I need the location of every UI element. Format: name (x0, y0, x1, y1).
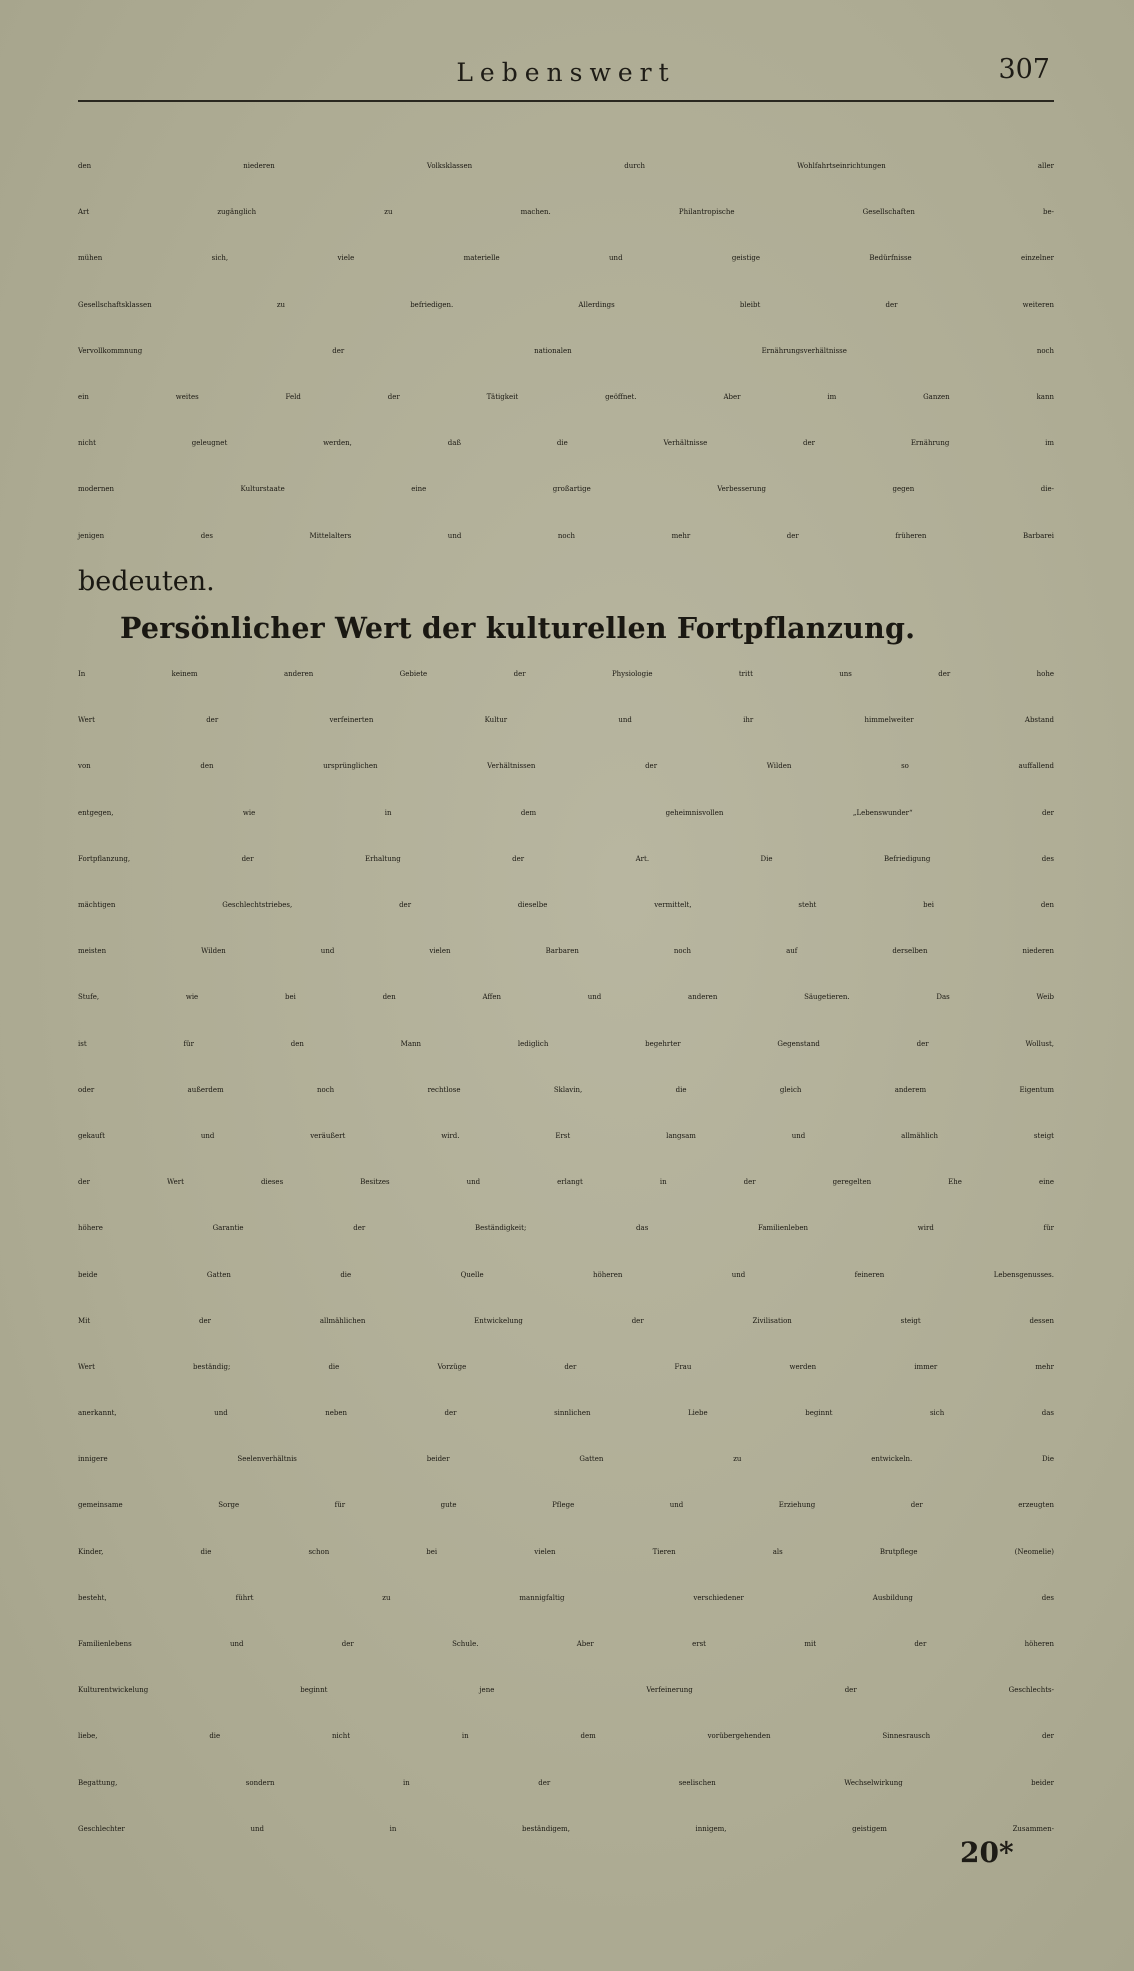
signature-mark: 20* (960, 1836, 1014, 1869)
text-line: liebe, die nicht in dem vorübergehenden Sinnesrausch der (78, 1732, 1054, 1741)
text-line: mächtigen Geschlechtstriebes, der dieselbe vermittelt, steht bei den (78, 901, 1054, 909)
body-text (78, 143, 1054, 1852)
text-line: anerkannt, und neben der sinnlichen Liebe beginnt sich das (78, 1409, 1054, 1418)
text-line: beide Gatten die Quelle höheren und feineren Lebensgenusses. (78, 1270, 1054, 1279)
text-line: oder außerdem noch rechtlose Sklavin, die gleich anderem Eigentum (78, 1085, 1054, 1094)
text-line: Wert beständig; die Vorzüge der Frau werden immer mehr (78, 1362, 1054, 1371)
text-line: Mit der allmählichen Entwickelung der Zivilisation steigt dessen (78, 1316, 1054, 1325)
text-line: den niederen Volksklassen durch Wohlfahrtseinrichtungen aller (78, 162, 1054, 170)
text-line: meisten Wilden und vielen Barbaren noch auf derselben niederen (78, 947, 1054, 956)
text-line: ein weites Feld der Tätigkeit geöffnet. Aber im Ganzen kann (78, 392, 1054, 401)
text-line: gekauft und veräußert wird. Erst langsam und allmählich steigt (78, 1131, 1054, 1140)
page-header (78, 54, 1054, 98)
section-heading: Persönlicher Wert der kulturellen Fortpflanzung. (120, 610, 916, 645)
text-line: Kinder, die schon bei vielen Tieren als Brutpflege (Neomelie) (78, 1547, 1054, 1556)
text-line: besteht, führt zu mannigfaltig verschiedener Ausbildung des (78, 1593, 1054, 1602)
text-line: Geschlechter und in beständigem, innigem, geistigem Zusammen- (78, 1824, 1054, 1833)
header-rule (78, 100, 1054, 102)
text-line: Fortpflanzung, der Erhaltung der Art. Die Befriedigung des (78, 854, 1054, 863)
page-number: 307 (998, 54, 1050, 85)
text-line: Art zugänglich zu machen. Philantropische Gesellschaften be- (78, 208, 1054, 217)
text-line: Familienlebens und der Schule. Aber erst mit der höheren (78, 1640, 1054, 1648)
text-line: Gesellschaftsklassen zu befriedigen. Allerdings bleibt der weiteren (78, 300, 1054, 309)
text-line: gemeinsame Sorge für gute Pflege und Erziehung der erzeugten (78, 1501, 1054, 1510)
running-head: Lebenswert (456, 58, 676, 87)
text-line: bedeuten. (78, 565, 215, 597)
text-line: mühen sich, viele materielle und geistige Bedürfnisse einzelner (78, 254, 1054, 263)
text-line: Stufe, wie bei den Affen und anderen Säugetieren. Das Weib (78, 993, 1054, 1002)
text-line: von den ursprünglichen Verhältnissen der Wilden so auffallend (78, 762, 1054, 771)
text-line: Begattung, sondern in der seelischen Wechselwirkung beider (78, 1778, 1054, 1787)
text-line: der Wert dieses Besitzes und erlangt in der geregelten Ehe eine (78, 1178, 1054, 1187)
text-line: jenigen des Mittelalters und noch mehr der früheren Barbarei (78, 531, 1054, 540)
text-line: In keinem anderen Gebiete der Physiologie tritt uns der hohe (78, 670, 1054, 679)
text-line: Kulturentwickelung beginnt jene Verfeinerung der Geschlechts- (78, 1686, 1054, 1695)
paragraph-2 (78, 651, 1054, 1852)
text-line: entgegen, wie in dem geheimnisvollen „Lebenswunder“ der (78, 808, 1054, 817)
text-line: Vervollkommnung der nationalen Ernährungsverhältnisse noch (78, 346, 1054, 355)
text-line: innigere Seelenverhältnis beider Gatten zu entwickeln. Die (78, 1455, 1054, 1464)
paragraph-1 (78, 143, 1054, 605)
text-line: ist für den Mann lediglich begehrter Gegenstand der Wollust, (78, 1039, 1054, 1048)
text-line: höhere Garantie der Beständigkeit; das Familienleben wird für (78, 1224, 1054, 1233)
text-line: modernen Kulturstaate eine großartige Verbesserung gegen die- (78, 485, 1054, 494)
text-line: Wert der verfeinerten Kultur und ihr himmelweiter Abstand (78, 716, 1054, 725)
text-line: nicht geleugnet werden, daß die Verhältnisse der Ernährung im (78, 439, 1054, 448)
